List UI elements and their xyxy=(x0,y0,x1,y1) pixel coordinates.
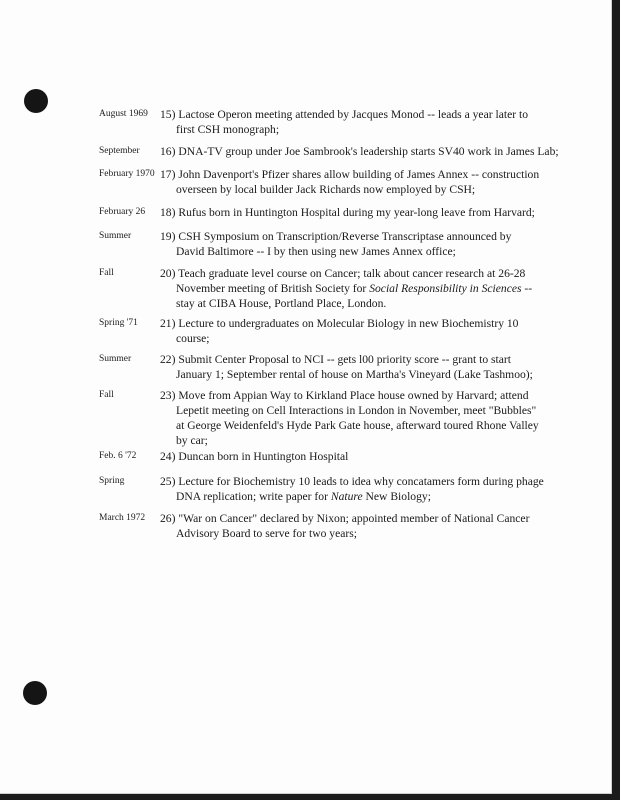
entry-date: Summer xyxy=(99,354,132,364)
entry-text: 19) CSH Symposium on Transcription/Reverse Transcriptase announced by David Baltimore -- I by then using new James Annex office; xyxy=(160,230,512,258)
entry-text: 16) DNA-TV group under Joe Sambrook's leadership starts SV40 work in James Lab; xyxy=(160,145,559,158)
entry-text: 24) Duncan born in Huntington Hospital xyxy=(160,450,349,463)
entry-text: 18) Rufus born in Huntington Hospital during my year-long leave from Harvard; xyxy=(160,206,535,219)
entry-date: March 1972 xyxy=(99,513,146,523)
entry-date: Feb. 6 '72 xyxy=(99,451,137,461)
entry-date: February 1970 xyxy=(99,169,155,179)
entry-date: Spring xyxy=(99,476,125,486)
entry-date: February 26 xyxy=(99,207,146,217)
punch-hole-top xyxy=(24,89,48,113)
entry-text: 23) Move from Appian Way to Kirkland Place house owned by Harvard; attend Lepetit meeting on Cell Interactions in London in November, meet "Bubbles" at George Weidenfeld's Hyde Park Gate house, afterward toured Rhone Valley by car; xyxy=(160,389,539,447)
entry-text: 25) Lecture for Biochemistry 10 leads to idea why concatamers form during phage DNA replication; write paper for Nature New Biology; xyxy=(160,475,544,503)
entry-date: Fall xyxy=(99,268,114,278)
entry-date: Spring '71 xyxy=(99,318,138,328)
entry-text: 20) Teach graduate level course on Cancer; talk about cancer research at 26-28 November meeting of British Society for Social Responsibility in Sciences -- stay at CIBA House, Portland Place, London. xyxy=(160,267,533,310)
entry-date: August 1969 xyxy=(99,109,148,119)
italic-society-name: Social Responsibility in Sciences xyxy=(369,282,522,295)
entry-date: September xyxy=(99,146,140,156)
entry-text: 15) Lactose Operon meeting attended by Jacques Monod -- leads a year later to first CSH monograph; xyxy=(160,108,528,136)
entry-text: 17) John Davenport's Pfizer shares allow building of James Annex -- construction overseen by local builder Jack Richards now employed by CSH; xyxy=(160,168,540,196)
punch-hole-bottom xyxy=(23,681,47,705)
entry-text: 26) "War on Cancer" declared by Nixon; appointed member of National Cancer Advisory Board to serve for two years; xyxy=(160,512,530,540)
entry-text: 21) Lecture to undergraduates on Molecular Biology in new Biochemistry 10 course; xyxy=(160,317,519,345)
entry-date: Fall xyxy=(99,390,114,400)
entry-date: Summer xyxy=(99,231,132,241)
italic-journal-name: Nature xyxy=(330,490,363,503)
entry-text: 22) Submit Center Proposal to NCI -- gets l00 priority score -- grant to start January 1; September rental of house on Martha's Vineyard (Lake Tashmoo); xyxy=(160,353,533,381)
